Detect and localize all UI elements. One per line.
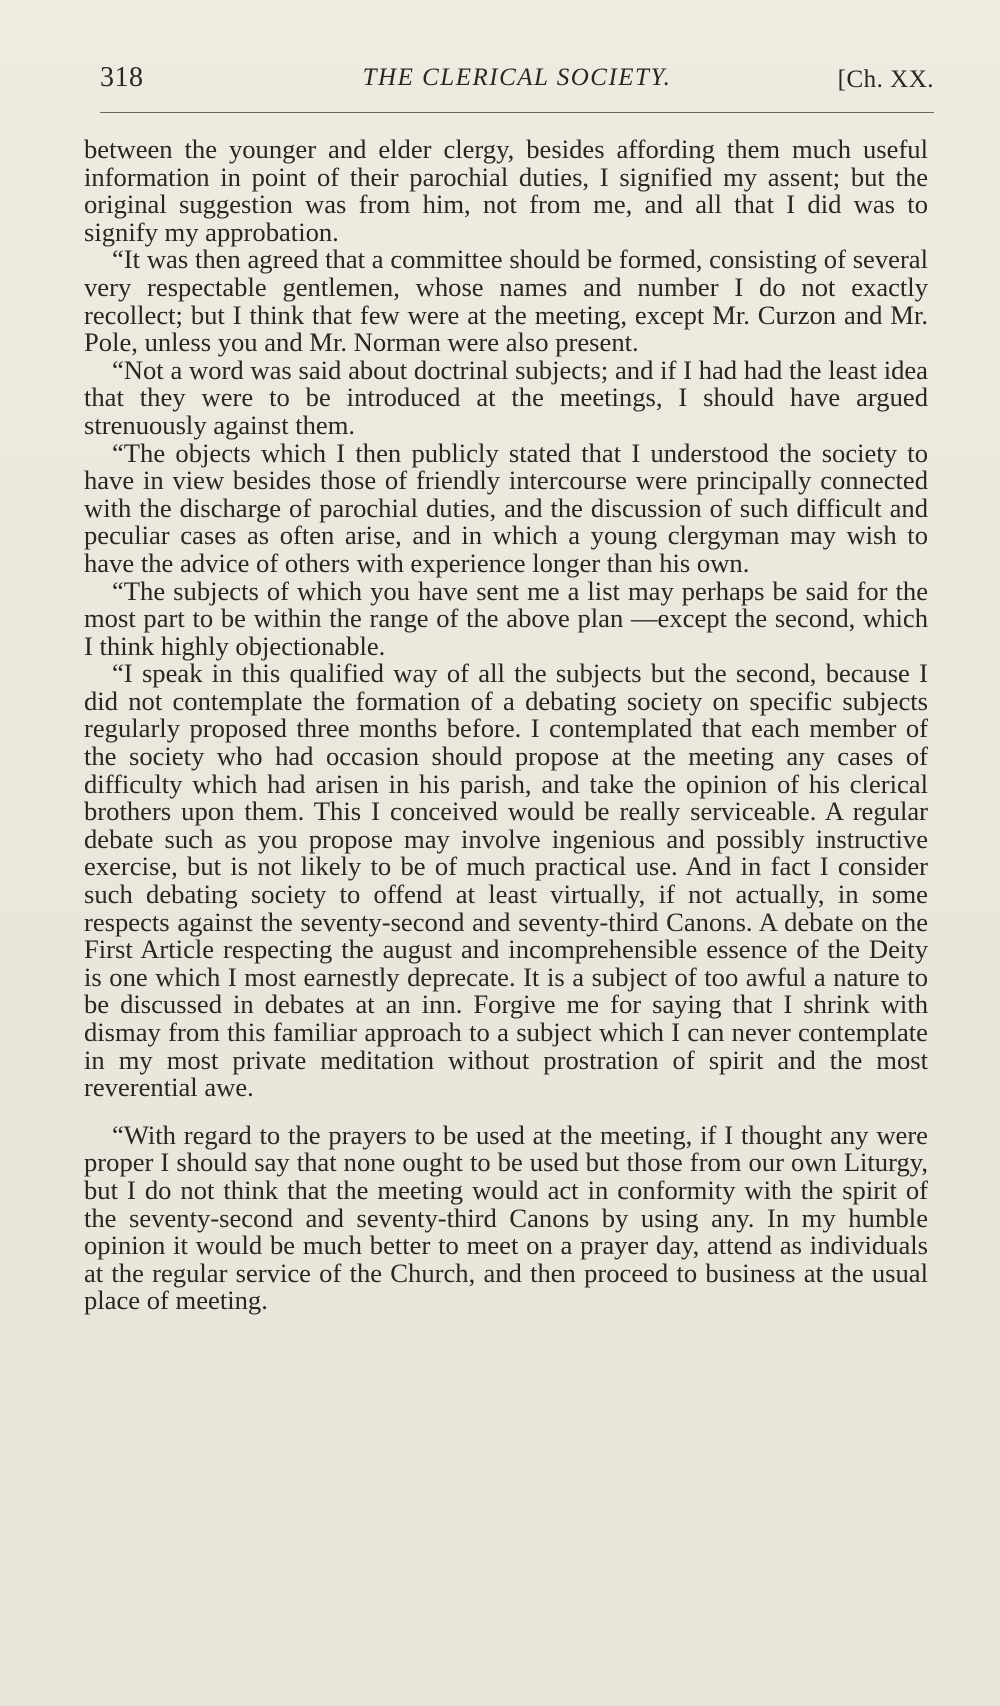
paragraph: “The objects which I then publicly stated that I understood the society to have in view besides those of friendly intercourse were principally connected with the discharge of parochial duties, and the discussion of such difficult and peculiar cases as often arise, and in which a young clergyman may wish to have the advice of others with experience longer than his own. [84,437,928,578]
paragraph: between the younger and elder clergy, besides affording them much useful information in point of their parochial duties, I signified my assent; but the original suggestion was from him, not from me, and all that I did was to signify my approbation. [84,134,928,247]
running-title: THE CLERICAL SOCIETY. [362,64,672,91]
paragraph: “With regard to the prayers to be used at the meeting, if I thought any were proper I should say that none ought to be used but those from our own Liturgy, but I do not think that the meeting would act in conformity with the spirit of the seventy-second and seventy-third Canons by using any. In my humble opinion it would be much better to meet on a prayer day, attend as individuals at the regular service of the Church, and then proceed to business at the usual place of meeting. [84,1119,928,1316]
running-header [100,58,934,108]
paragraph: “Not a word was said about doctrinal subjects; and if I had had the least idea that they were to be introduced at the meetings, I should have argued strenuously against them. [84,354,928,440]
paragraph: “I speak in this qualified way of all the subjects but the second, because I did not contemplate the formation of a debating society on specific subjects regularly proposed three months before. I contemplated that each member of the society who had occasion should propose at the meeting any cases of difficulty which had arisen in his parish, and take the opinion of his clerical brothers upon them. This I conceived would be really serviceable. A regular debate such as you propose may involve ingenious and possibly instructive exercise, but is not likely to be of much practical use. And in fact I consider such debating society to offend at least virtually, if not actually, in some respects against the seventy-second and seventy-third Canons. A debate on the First Article respecting the august and incomprehensible essence of the Deity is one which I most earnestly deprecate. It is a subject of too awful a nature to be discussed in debates at an inn. Forgive me for saying that I shrink with dismay from this familiar approach to a subject which I can never contemplate in my most private meditation without prostration of spirit and the most reverential awe. [84,658,928,1103]
chapter-reference: [Ch. XX. [837,66,934,93]
page-number: 318 [100,62,144,93]
paragraph: “It was then agreed that a committee should be formed, consisting of several very respectable gentlemen, whose names and number I do not exactly recollect; but I think that few were at the meeting, except Mr. Curzon and Mr. Pole, unless you and Mr. Norman were also present. [84,244,928,358]
body-text [84,136,928,1315]
paragraph: “The subjects of which you have sent me a list may perhaps be said for the most part to be within the range of the above plan —except the second, which I think highly objectionable. [84,575,928,661]
header-rule [100,112,934,113]
